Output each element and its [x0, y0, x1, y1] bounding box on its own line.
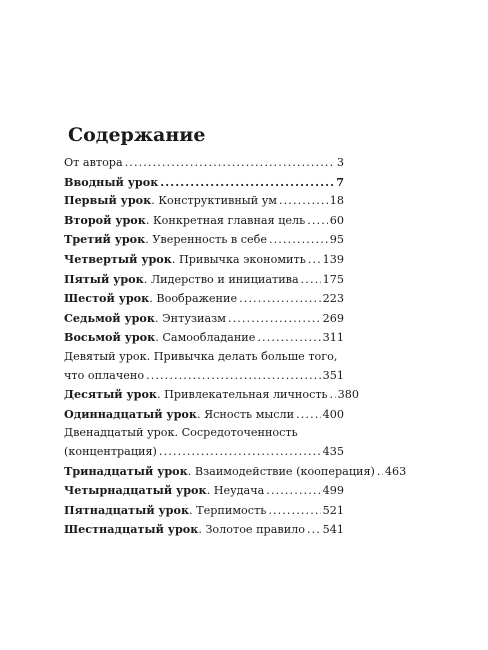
toc-lesson-label: Одиннадцатый урок [64, 406, 197, 421]
toc-entry-title: Взаимодействие (кооперация) [194, 464, 375, 478]
toc-leader-dots [257, 329, 320, 348]
toc-leader-dots [159, 443, 321, 462]
toc-lesson-label: Тринадцатый урок [64, 463, 188, 478]
toc-page-number: 351 [322, 368, 344, 382]
toc-entry-text: Двенадцатый урок. Сосредоточенность [64, 426, 298, 440]
toc-lesson-label: Десятый урок [64, 387, 158, 402]
toc-lesson-label: Шестнадцатый урок [64, 522, 199, 537]
toc-entry[interactable] [64, 211, 344, 231]
toc-entry[interactable] [64, 424, 344, 443]
toc-entry-text: Шестой урок. Воображение [64, 291, 238, 306]
toc-entry-text: Первый урок. Конструктивный ум [64, 193, 277, 208]
toc-entry[interactable] [64, 154, 344, 173]
toc-lesson-label: Четырнадцатый урок [64, 483, 207, 498]
page-title: Содержание [68, 124, 206, 146]
toc-page-number: 3 [336, 156, 344, 169]
toc-entry-title: Привлекательная личность [164, 388, 328, 402]
toc-leader-dots [279, 192, 328, 211]
toc-entry-text: Восьмой урок. Самообладание [64, 330, 256, 345]
toc-entry-text: Тринадцатый урок. Взаимодействие (кооперация) [64, 463, 375, 478]
toc-lesson-label: Шестой урок [64, 291, 150, 306]
toc-entry-title: Самообладание [162, 331, 256, 345]
toc-entry-continuation[interactable] [64, 443, 344, 462]
toc-entry-title-cont: что оплачено [64, 368, 145, 382]
table-of-contents [64, 154, 407, 540]
toc-leader-dots [228, 310, 321, 329]
toc-entry[interactable] [64, 289, 344, 309]
toc-page-number: 95 [329, 233, 344, 247]
toc-page-number: 18 [329, 194, 344, 208]
toc-page-number: 269 [322, 311, 344, 325]
toc-page-number: 435 [322, 444, 344, 458]
toc-entry-title: От автора [64, 156, 123, 169]
toc-entry-title: Конструктивный ум [158, 194, 277, 208]
toc-entry[interactable] [64, 173, 344, 192]
toc-entry[interactable] [64, 348, 344, 367]
toc-entry-title: Привычка делать больше того, [153, 349, 338, 363]
toc-leader-dots [307, 212, 328, 231]
toc-entry-text: Второй урок. Конкретная главная цель [64, 212, 306, 227]
toc-leader-dots [269, 231, 328, 250]
toc-entry-title: Неудача [213, 484, 265, 498]
toc-leader-dots [146, 367, 321, 386]
toc-entry-title-cont: (концентрация) [64, 444, 157, 458]
toc-page-number: 463 [384, 464, 407, 478]
toc-leader-dots [268, 502, 320, 521]
toc-entry[interactable] [64, 191, 344, 211]
toc-leader-dots [307, 521, 321, 540]
toc-entry-title: Воображение [156, 292, 238, 306]
toc-entry-title: Лидерство и инициатива [150, 272, 299, 286]
toc-entry-text [64, 173, 158, 192]
toc-page-number: 60 [329, 213, 344, 227]
toc-leader-dots [377, 463, 383, 482]
toc-entry-title: Сосредоточенность [181, 426, 298, 440]
toc-entry[interactable] [64, 520, 344, 540]
toc-leader-dots [308, 251, 321, 270]
toc-page-number: 541 [322, 523, 344, 537]
toc-leader-dots [301, 271, 321, 290]
toc-page-number: 139 [322, 252, 344, 266]
toc-leader-dots [125, 154, 335, 173]
toc-page-number: 400 [322, 407, 344, 421]
toc-entry[interactable] [64, 501, 344, 521]
toc-entry-text: Одиннадцатый урок. Ясность мысли [64, 406, 295, 421]
toc-entry-text: Седьмой урок. Энтузиазм [64, 310, 226, 325]
toc-page-number: 380 [337, 388, 360, 402]
toc-lesson-label: Четвертый урок [64, 251, 172, 266]
toc-entry-title: Уверенность в себе [152, 233, 267, 247]
toc-page-number: 499 [322, 484, 344, 498]
toc-entry-text [64, 154, 123, 173]
toc-entry-title: Энтузиазм [162, 311, 226, 325]
toc-entry[interactable] [64, 481, 344, 501]
toc-page-number: 311 [322, 331, 344, 345]
toc-entry-title: Терпимость [196, 503, 267, 517]
toc-leader-dots [266, 482, 320, 501]
toc-entry[interactable] [64, 385, 360, 405]
toc-page-number: 175 [322, 272, 344, 286]
toc-lesson-label: Пятый урок [64, 271, 144, 286]
toc-entry-continuation[interactable] [64, 367, 344, 386]
toc-leader-dots [239, 290, 321, 309]
toc-lesson-label: Седьмой урок [64, 310, 155, 325]
toc-entry[interactable] [64, 328, 344, 348]
toc-entry-text: Десятый урок. Привлекательная личность [64, 387, 328, 402]
toc-page-number: 7 [336, 174, 344, 189]
toc-entry-text: Девятый урок. Привычка делать больше того, [64, 349, 338, 363]
toc-lesson-label: Пятнадцатый урок [64, 502, 190, 517]
toc-entry-text: Четырнадцатый урок. Неудача [64, 483, 265, 498]
toc-page-number: 521 [322, 503, 344, 517]
toc-lesson-label: Третий урок [64, 232, 146, 247]
toc-leader-dots [296, 406, 321, 425]
toc-entry[interactable] [64, 462, 407, 482]
toc-entry-text: Пятый урок. Лидерство и инициатива [64, 271, 299, 286]
toc-entry-title: Вводный урок [64, 174, 159, 189]
toc-entry-text: Третий урок. Уверенность в себе [64, 232, 267, 247]
toc-entry[interactable] [64, 250, 344, 270]
toc-entry-title: Привычка экономить [178, 252, 306, 266]
toc-leader-dots [160, 173, 334, 192]
toc-entry[interactable] [64, 270, 344, 290]
toc-entry-text: Пятнадцатый урок. Терпимость [64, 502, 267, 517]
toc-entry-text: Шестнадцатый урок. Золотое правило [64, 522, 305, 537]
toc-lesson-label: Девятый урок [64, 349, 147, 363]
toc-lesson-label: Восьмой урок [64, 330, 156, 345]
toc-entry[interactable] [64, 405, 344, 425]
toc-page-number: 223 [322, 292, 344, 306]
toc-leader-dots [330, 386, 336, 405]
toc-lesson-label: Второй урок [64, 212, 146, 227]
toc-entry[interactable] [64, 309, 344, 329]
toc-lesson-label: Двенадцатый урок [64, 426, 175, 440]
toc-entry-title: Золотое правило [205, 523, 305, 537]
toc-lesson-label: Первый урок [64, 193, 152, 208]
toc-entry-title: Конкретная главная цель [152, 213, 306, 227]
toc-entry[interactable] [64, 230, 344, 250]
toc-entry-text: Четвертый урок. Привычка экономить [64, 251, 306, 266]
toc-entry-title: Ясность мысли [204, 407, 295, 421]
